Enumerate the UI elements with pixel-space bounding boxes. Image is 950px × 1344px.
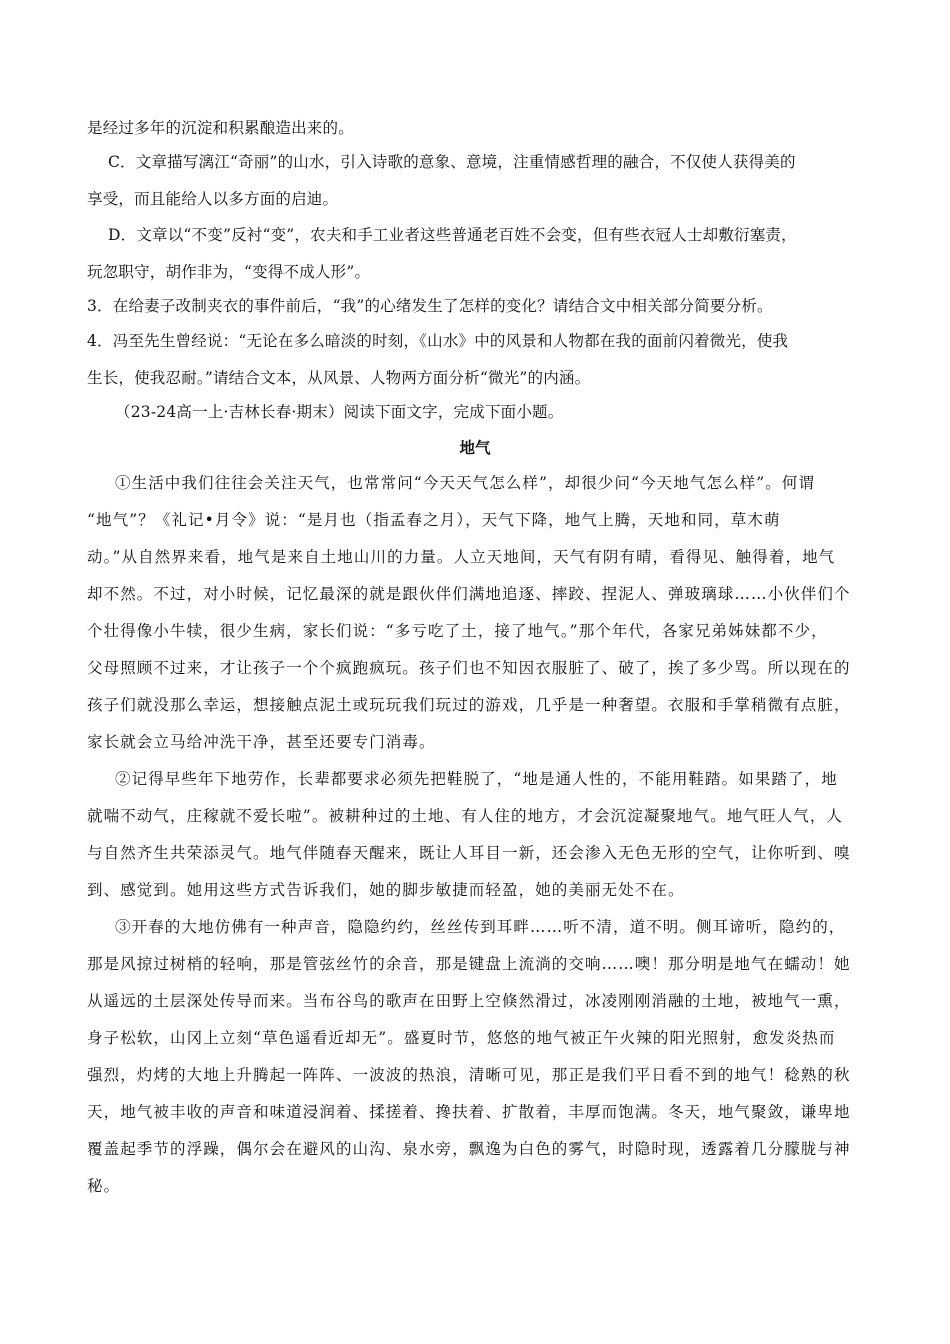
option-b-continued: 是经过多年的沉淀和积累酿造出来的。 xyxy=(87,119,354,137)
question-3: 3．在给妻子改制夹衣的事件前后，“我”的心绪发生了怎样的变化？请结合文中相关部分简要分析。 xyxy=(87,297,773,315)
essay-p3-line: 强烈，灼烤的大地上升腾起一阵阵、一波波的热浪，清晰可见，那正是我们平日看不到的地气！稔熟的秋 xyxy=(87,1066,851,1084)
essay-p3-line: 天，地气被丰收的声音和味道浸润着、揉搓着、搀扶着、扩散着，丰厚而饱满。冬天，地气聚敛，谦卑地 xyxy=(87,1103,851,1121)
essay-p1-line: 个壮得像小牛犊，很少生病，家长们说：“多亏吃了土，接了地气。”那个年代，各家兄弟姊妹都不少， xyxy=(87,622,828,640)
essay-p3-line: 覆盖起季节的浮躁，偶尔会在避风的山沟、泉水旁，飘逸为白色的雾气，时隐时现，透露着几分朦胧与神 xyxy=(87,1140,851,1158)
essay-p1-line: 父母照顾不过来，才让孩子一个个疯跑疯玩。孩子们也不知因衣服脏了、破了，挨了多少骂。所以现在的 xyxy=(87,659,851,677)
essay-p2-line: 到、感觉到。她用这些方式告诉我们，她的脚步敏捷而轻盈，她的美丽无处不在。 xyxy=(87,881,685,899)
option-d-line-1: D．文章以“不变”反衬“变”，农夫和手工业者这些普通老百姓不会变，但有些衣冠人士却敷衍塞责， xyxy=(108,226,797,244)
essay-p3-line: ③开春的大地仿佛有一种声音，隐隐约约，丝丝传到耳畔……听不清，道不明。侧耳谛听，隐约的， xyxy=(115,918,846,936)
essay-title: 地气 xyxy=(459,438,491,457)
option-c-line-1: C．文章描写漓江“奇丽”的山水，引入诗歌的意象、意境，注重情感哲理的融合，不仅使人获得美的 xyxy=(108,153,796,171)
essay-p3-line: 秘。 xyxy=(87,1177,121,1195)
essay-p1-line: ①生活中我们往往会关注天气，也常常问“今天天气怎么样”，却很少问“今天地气怎么样”。何谓 xyxy=(115,474,816,492)
essay-p2-line: 与自然齐生共荣添灵气。地气伴随春天醒来，既让人耳目一新，还会渗入无色无形的空气，让你听到、嗅 xyxy=(87,844,851,862)
essay-p1-line: 家长就会立马给冲洗干净，甚至还要专门消毒。 xyxy=(87,733,436,751)
essay-p3-line: 身子松软，山冈上立刻“草色遥看近却无”。盛夏时节，悠悠的地气被正午火辣的阳光照射，愈发炎热而 xyxy=(87,1029,836,1047)
option-c-line-2: 享受，而且能给人以多方面的启迪。 xyxy=(87,190,339,208)
option-d-line-2: 玩忽职守，胡作非为，“变得不成人形”。 xyxy=(87,263,371,281)
essay-p2-line: ②记得早些年下地劳作，长辈都要求必须先把鞋脱了，“地是通人性的，不能用鞋踏。如果踏了，地 xyxy=(115,770,838,788)
essay-p3-line: 从遥远的土层深处传导而来。当布谷鸟的歌声在田野上空倏然滑过，冰凌刚刚消融的土地，被地气一熏， xyxy=(87,992,851,1010)
question-4-line-1: 4．冯至先生曾经说：“无论在多么暗淡的时刻，《山水》中的风景和人物都在我的面前闪着微光，使我 xyxy=(87,332,789,350)
essay-p1-line: 却不然。不过，对小时候，记忆最深的就是跟伙伴们满地追逐、摔跤、捏泥人、弹玻璃球……小伙伴们个 xyxy=(87,585,851,603)
question-4-line-2: 生长，使我忍耐。”请结合文本，从风景、人物两方面分析“微光”的内涵。 xyxy=(87,369,591,387)
essay-p1-line: “地气”？《礼记•月令》说：“是月也（指孟春之月），天气下降，地气上腾，天地和同，草木萌 xyxy=(87,511,781,529)
essay-p1-line: 孩子们就没那么幸运，想接触点泥土或玩玩我们玩过的游戏，几乎是一种奢望。衣服和手掌稍微有点脏， xyxy=(87,696,851,714)
section-intro: （23-24高一上·吉林长春·期末）阅读下面文字，完成下面小题。 xyxy=(115,403,564,421)
essay-p1-line: 动。”从自然界来看，地气是来自土地山川的力量。人立天地间，天气有阴有晴，看得见、触得着，地气 xyxy=(87,548,836,566)
essay-p2-line: 就喘不动气，庄稼就不爱长啦”。被耕种过的土地、有人住的地方，才会沉淀凝聚地气。地气旺人气，人 xyxy=(87,807,844,825)
essay-p3-line: 那是风掠过树梢的轻响，那是管弦丝竹的余音，那是键盘上流淌的交响……噢！那分明是地气在蠕动！她 xyxy=(87,955,851,973)
